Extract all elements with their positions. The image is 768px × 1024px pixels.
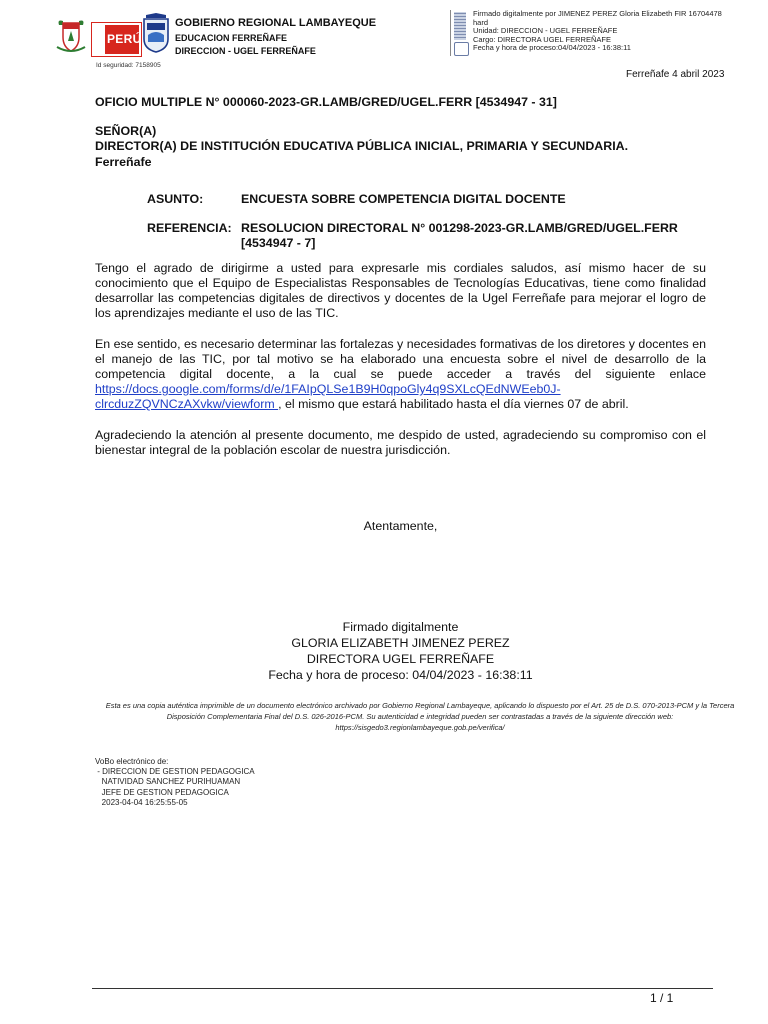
body-paragraph-2 [95, 337, 706, 412]
peru-brand-logo [92, 23, 141, 56]
reference-text: RESOLUCION DIRECTORAL N° 001298-2023-GR.LAMB/GRED/UGEL.FERR [4534947 - 7] [241, 221, 678, 250]
signature-bar-icon [454, 12, 466, 40]
org-subunit: EDUCACION FERREÑAFE [175, 33, 288, 43]
vobo-line: - DIRECCION DE GESTION PEDAGOGICA [95, 767, 255, 777]
signature-seal-icon [454, 42, 469, 56]
signer-role: DIRECTORA UGEL FERREÑAFE [306, 652, 495, 666]
peru-logo-text: PERÚ [107, 32, 142, 46]
org-office: DIRECCION - UGEL FERREÑAFE [175, 46, 316, 56]
vobo-line: JEFE DE GESTION PEDAGOGICA [95, 787, 229, 797]
security-id: Id seguridad: 7158905 [96, 62, 161, 69]
subject-text: ENCUESTA SOBRE COMPETENCIA DIGITAL DOCENTE [241, 192, 566, 206]
signature-stamp-line: hard [473, 17, 489, 27]
place-date: Ferreñafe 4 abril 2023 [626, 69, 725, 80]
reference-label: REFERENCIA: [147, 221, 232, 235]
addressee-title: SEÑOR(A) [95, 124, 157, 138]
page-number: 1 / 1 [650, 991, 674, 1005]
signer-name: GLORIA ELIZABETH JIMENEZ PEREZ [291, 636, 510, 650]
footer-divider [92, 988, 713, 989]
signature-stamp-line: Fecha y hora de proceso:04/04/2023 - 16:38:11 [473, 43, 631, 53]
body-paragraph-1: Tengo el agrado de dirigirme a usted para expresarle mis cordiales saludos, así mismo hacer de su conocimiento que el Equipo de Especialistas Responsables de Tecnologías Educativas, tiene como finalidad desarrollar las competencias digitales de directivos y docentes de la Ugel Ferreñafe para mejorar el logro de los aprendizajes mediante el uso de las TIC. [95, 261, 706, 320]
org-name: GOBIERNO REGIONAL LAMBAYEQUE [175, 17, 377, 29]
vobo-block [95, 757, 255, 808]
process-datetime: Fecha y hora de proceso: 04/04/2023 - 16:38:11 [268, 668, 533, 682]
signature-stamp-text [473, 10, 738, 53]
addressee-city: Ferreñafe [95, 155, 152, 169]
vobo-line: 2023-04-04 16:25:55-05 [95, 797, 188, 807]
paragraph-2-text: En ese sentido, es necesario determinar las fortalezas y necesidades formativas de los diretores y docentes en el manejo de las TIC, por tal motivo se ha elaborado una encuesta sobre el nivel de desarrollo de la competencia digital docente, a la cual se puede acceder a través del siguiente enlace [95, 337, 706, 381]
signature-stamp-line: Unidad: DIRECCION - UGEL FERREÑAFE [473, 26, 618, 36]
closing: Atentamente, [363, 519, 438, 533]
document-number: OFICIO MULTIPLE N° 000060-2023-GR.LAMB/GRED/UGEL.FERR [4534947 - 31] [95, 95, 557, 109]
regional-government-emblem-icon [141, 13, 171, 53]
survey-link[interactable]: https://docs.google.com/forms/d/e/1FAIpQLSe1B9H0qpoGly4q9SXLcQEdNWEeb0J-clrcduzZQVNCzAXvkw/viewform [95, 382, 561, 411]
signature-stamp-line: Cargo: DIRECTORA UGEL FERREÑAFE [473, 34, 611, 44]
peru-coat-of-arms-icon [55, 17, 87, 53]
body-paragraph-3: Agradeciendo la atención al presente documento, me despido de usted, agradeciendo su compromiso con el bienestar integral de la población escolar de nuestra jurisdicción. [95, 428, 706, 457]
legal-notice: Esta es una copia auténtica imprimible de un documento electrónico archivado por Gobierno Regional Lambayeque, aplicando lo dispuesto por el Art. 25 de D.S. 070-2013-PCM y la Tercera Disposición Complementaria Final del D.S. 026-2016-PCM. Su autenticidad e integridad pueden ser contrastadas a través de la siguiente dirección web: https://sisgedo3.regionlambayeque.gob.pe/verifica/ [105, 701, 735, 732]
paragraph-2-tail: , el mismo que estará habilitado hasta el día viernes 07 de abril. [278, 397, 629, 411]
vobo-title: VoBo electrónico de: [95, 757, 169, 766]
vobo-line: NATIVIDAD SANCHEZ PURIHUAMAN [95, 777, 241, 787]
subject-label: ASUNTO: [147, 192, 204, 206]
signature-stamp-line: Firmado digitalmente por JIMENEZ PEREZ Gloria Elizabeth FIR 16704478 [473, 9, 722, 18]
signed-digitally-label: Firmado digitalmente [342, 620, 459, 634]
addressee: DIRECTOR(A) DE INSTITUCIÓN EDUCATIVA PÚBLICA INICIAL, PRIMARIA Y SECUNDARIA. [95, 139, 629, 153]
